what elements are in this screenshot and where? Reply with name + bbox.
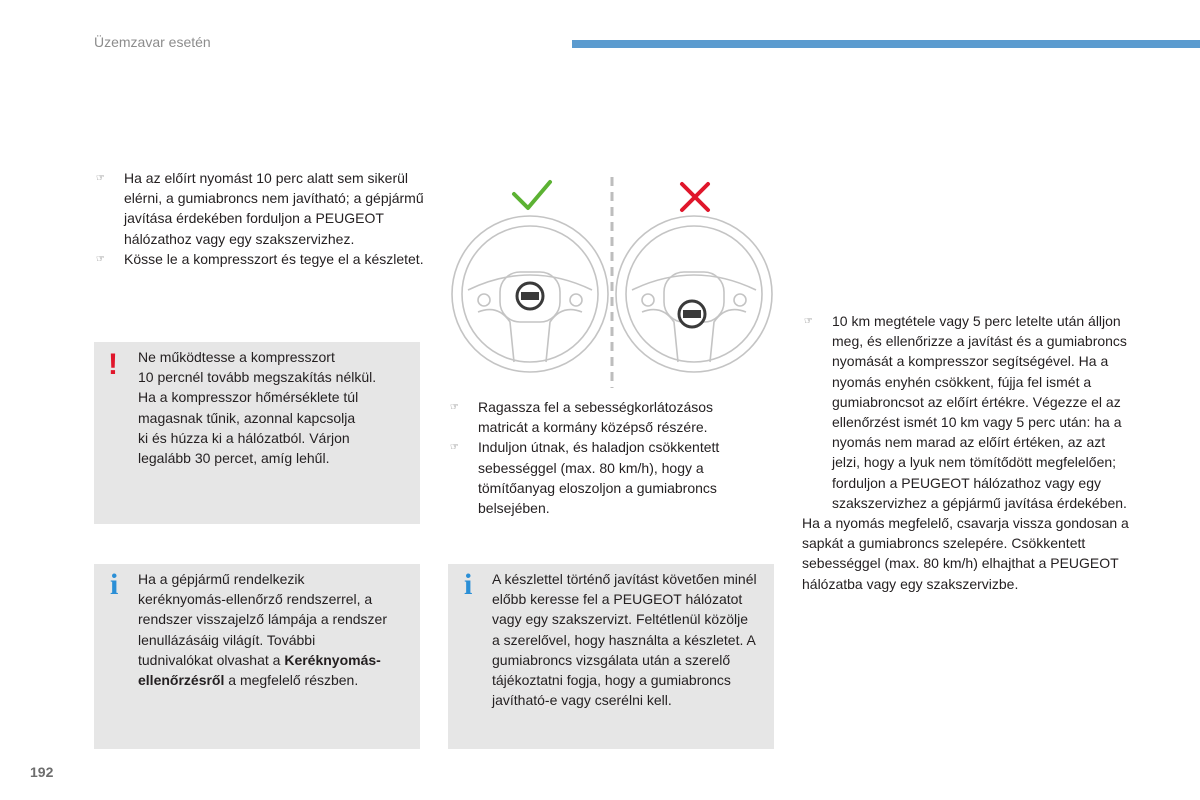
info-text-before: Ha a gépjármű rendelkezik keréknyomás-ellenőrző rendszerrel, a rendszer visszajelző lámpája a rendszer lenullázásáig világít. További tudnivalókat olvashat a [138, 571, 387, 668]
info-text: A készlettel történő javítást követően minél előbb keresse fel a PEUGEOT hálózatot vagy egy szakszervizt. Feltétlenül közölje a szerelővel, hogy használta a készletet. A gumiabroncs vizsgálata után a szerelő tájékoztatni fogja, hogy a gumiabroncs javítható-e vagy cserélni kell. [492, 571, 757, 709]
warning-line: magasnak tűnik, azonnal kapcsolja [138, 409, 356, 426]
warning-line: ki és húzza ki a hálózatból. Várjon [138, 429, 350, 446]
info-panel-middle [448, 564, 774, 749]
section-title: Üzemzavar esetén [94, 34, 211, 50]
warning-line: legalább 30 percet, amíg lehűl. [138, 450, 330, 467]
bullet-text: 10 km megtétele vagy 5 perc letelte után álljon meg, és ellenőrizze a javítást és a gumiabroncs nyomását a kompresszor segítségével. Ha a nyomás enyhén csökkent, fújja fel ismét a gumiabroncsot az előírt értékre. Végezze el az ellenőrzést ismét 10 km vagy 5 perc után: ha a nyomás nem marad az előírt értéken, az azt jelzi, hogy a lyuk nem tömítődött megfelelően; forduljon a PEUGEOT hálózathoz vagy egy szakszervizhez a gépjármű javítása érdekében. [832, 313, 1127, 511]
left-column [94, 168, 424, 269]
warning-line: Ha a kompresszor hőmérséklete túl [138, 389, 359, 406]
bullet-text: Ragassza fel a sebességkorlátozásos matricát a kormány középső részére. [478, 399, 714, 436]
info-text-bold: Keréknyomás-ellenőrzésről [138, 651, 381, 689]
check-icon [514, 182, 550, 208]
bullet-text: Induljon útnak, és haladjon csökkentett sebességgel (max. 80 km/h), hogy a tömítőanyag eloszoljon a gumiabroncs belsejében. [478, 439, 720, 517]
header-accent-bar [572, 40, 1200, 48]
steering-wheel-wrong [616, 216, 772, 372]
info-icon: i [464, 568, 473, 601]
pointing-hand-icon: ☞ [96, 173, 105, 184]
pointing-hand-icon: ☞ [450, 402, 459, 413]
bullet-text: Ha az előírt nyomást 10 perc alatt sem sikerül elérni, a gumiabroncs nem javítható; a gépjármű javítása érdekében forduljon a PEUGEOT hálózathoz vagy egy szakszervizhez. [124, 170, 424, 247]
right-column [802, 311, 1132, 594]
bullet-text: Kösse le a kompresszort és tegye el a készletet. [124, 250, 424, 267]
steering-wheel-illustration [448, 172, 778, 392]
middle-column [448, 397, 758, 518]
list-item [94, 249, 424, 269]
page-number: 192 [30, 764, 54, 780]
warning-line: Ne működtesse a kompresszort [138, 349, 335, 365]
pointing-hand-icon: ☞ [804, 316, 813, 327]
list-item [448, 437, 758, 518]
list-item [802, 311, 1132, 513]
warning-panel [94, 342, 420, 524]
info-text-after: a megfelelő részben. [224, 672, 359, 689]
warning-text [138, 347, 413, 468]
pointing-hand-icon: ☞ [450, 442, 459, 454]
paragraph: Ha a nyomás megfelelő, csavarja vissza gondosan a sapkát a gumiabroncs szelepére. Csökkentett sebességgel (max. 80 km/h) elhajthat a PEUGEOT hálózatba vagy egy szakszervizbe. [802, 515, 1129, 592]
speed-sticker-icon [679, 301, 705, 327]
info-panel-left [94, 564, 420, 749]
cross-icon [682, 184, 708, 210]
info-icon: i [110, 568, 119, 601]
exclamation-icon: ! [108, 348, 118, 381]
list-item [94, 168, 424, 249]
list-item [448, 397, 758, 437]
info-text [138, 569, 388, 690]
warning-line: 10 percnél tovább megszakítás nélkül. [138, 369, 377, 386]
pointing-hand-icon: ☞ [96, 253, 105, 265]
speed-sticker-icon [517, 283, 543, 309]
